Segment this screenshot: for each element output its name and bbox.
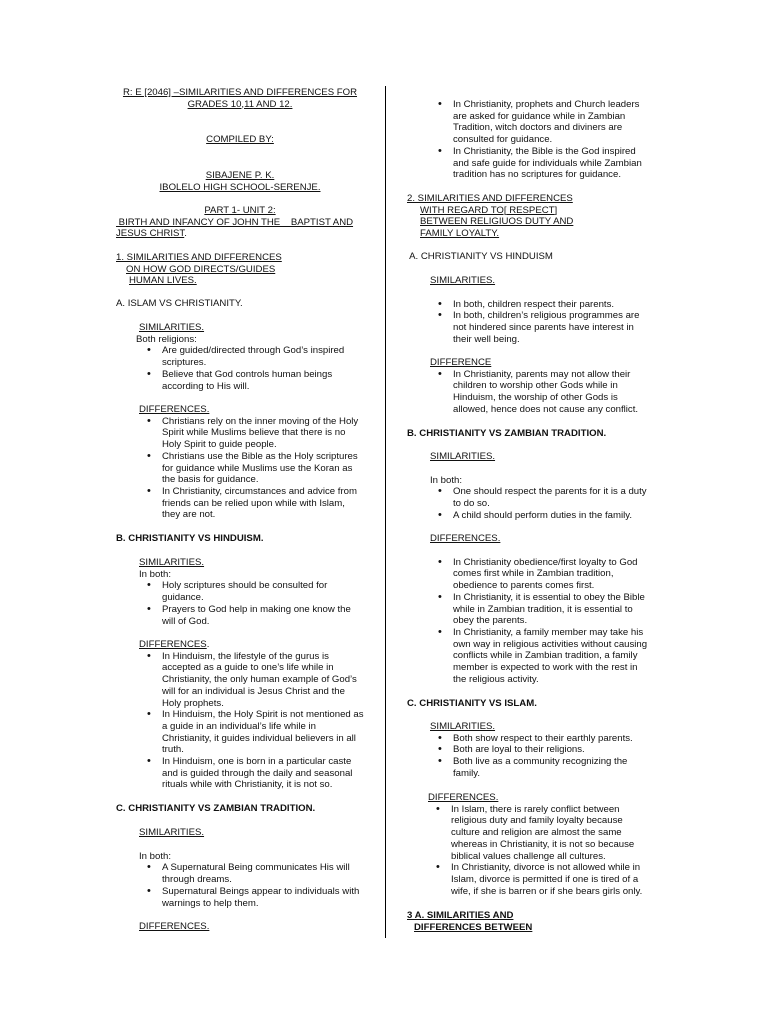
school-name: IBOLELO HIGH SCHOOL-SERENJE. — [159, 181, 321, 193]
differences-heading: DIFFERENCES — [139, 639, 207, 650]
list-item: • In Islam, there is rarely conflict between religious duty and family loyalty because culture and religion are almost the same whereas in Christianity, it is not so because biblical values challenge all cultures. — [428, 804, 649, 863]
section-2-heading — [407, 193, 649, 240]
list-item: • In Christianity, parents may not allow their children to worship other Gods while in Hinduism, the worship of other Gods is allowed, hence does not cause any conflict. — [430, 369, 649, 416]
difference-heading: DIFFERENCE — [430, 357, 492, 368]
list-item: • Both live as a community recognizing the family. — [430, 756, 649, 779]
islam-similarities — [430, 721, 649, 780]
list-item: • Christians use the Bible as the Holy scriptures for guidance while Muslims use the Koran as the basis for guidance. — [139, 451, 364, 486]
list-item: • Christians rely on the inner moving of the Holy Spirit while Muslims believe that there is no Holy Spirit to guide people. — [139, 416, 364, 451]
list-item: • One should respect the parents for it is a duty to do so. — [430, 486, 649, 509]
zambian-differences — [430, 533, 649, 685]
differences-list — [139, 651, 364, 791]
author-block — [116, 170, 364, 193]
list-item: • A child should perform duties in the family. — [430, 510, 649, 522]
islam-similarities — [136, 322, 364, 392]
islam-vs-christianity-heading: A. ISLAM VS CHRISTIANITY. — [116, 298, 243, 309]
hinduism-differences — [430, 357, 649, 416]
differences-list — [430, 99, 649, 181]
list-item: • Supernatural Beings appear to individuals with warnings to help them. — [139, 886, 364, 909]
islam-differences — [428, 792, 649, 897]
differences-heading: DIFFERENCES. — [430, 533, 501, 544]
part-label: PART 1- UNIT 2: — [204, 205, 276, 216]
similarities-heading: SIMILARITIES. — [430, 275, 496, 286]
list-item: • In Hinduism, the Holy Spirit is not mentioned as a guide in an individual’s life while in Christianity, it guides individual believers in all truth. — [139, 709, 364, 756]
zambian-similarities — [139, 827, 364, 909]
section-3-line-1: 3 A. SIMILARITIES AND — [407, 910, 514, 921]
similarities-heading: SIMILARITIES. — [430, 451, 496, 462]
document-title — [116, 87, 364, 110]
similarities-list — [430, 486, 649, 521]
hinduism-differences — [139, 639, 364, 791]
christianity-vs-hinduism-heading: A. CHRISTIANITY VS HINDUISM — [407, 251, 553, 262]
similarities-heading: SIMILARITIES. — [139, 827, 205, 838]
list-item: • Prayers to God help in making one know the will of God. — [139, 604, 364, 627]
similarities-intro: Both religions: — [136, 333, 197, 345]
zambian-similarities — [430, 451, 649, 522]
continued-differences — [430, 99, 649, 181]
christianity-vs-hinduism-heading: B. CHRISTIANITY VS HINDUISM. — [116, 533, 264, 544]
differences-heading-wrap: DIFFERENCES. — [139, 639, 210, 650]
section-2-line-4: FAMILY LOYALTY. — [420, 228, 500, 240]
section-3-line-2: DIFFERENCES BETWEEN — [414, 921, 533, 933]
section-2-line-2: WITH REGARD TO[ RESPECT] — [420, 204, 558, 216]
similarities-list — [430, 299, 649, 346]
list-item: • In Christianity obedience/first loyalty to God comes first while in Zambian tradition, obedience to parents comes first. — [430, 557, 649, 592]
compiled-by: COMPILED BY: — [206, 134, 274, 145]
similarities-list — [139, 345, 364, 392]
similarities-heading: SIMILARITIES. — [139, 557, 205, 568]
similarities-list — [430, 733, 649, 780]
differences-list — [139, 416, 364, 521]
similarities-list — [139, 580, 364, 627]
similarities-intro: In both: — [430, 474, 463, 486]
christianity-vs-zambian-heading: B. CHRISTIANITY VS ZAMBIAN TRADITION. — [407, 428, 607, 439]
list-item: • Both are loyal to their religions. — [430, 744, 649, 756]
section-1-line-2: ON HOW GOD DIRECTS/GUIDES — [126, 263, 276, 275]
list-item: • In Christianity, a family member may take his own way in religious activities without causing conflicts while in Zambian tradition, a family member is expected to work with the rest in the religious activity. — [430, 627, 649, 686]
list-item: • Both show respect to their earthly parents. — [430, 733, 649, 745]
hinduism-similarities — [139, 557, 364, 627]
section-1-line-1: 1. SIMILARITIES AND DIFFERENCES — [116, 252, 282, 263]
section-2-line-1: 2. SIMILARITIES AND DIFFERENCES — [407, 193, 573, 204]
section-1-line-3: HUMAN LIVES. — [129, 275, 197, 287]
list-item: • Holy scriptures should be consulted for guidance. — [139, 580, 364, 603]
hinduism-similarities — [430, 275, 649, 346]
list-item: • In both, children respect their parents. — [430, 299, 649, 311]
similarities-heading: SIMILARITIES. — [430, 721, 496, 732]
list-item: • Are guided/directed through God’s inspired scriptures. — [139, 345, 364, 368]
list-item: • In Christianity, prophets and Church leaders are asked for guidance while in Zambian Tradition, witch doctors and diviners are consulted for guidance. — [430, 99, 649, 146]
title-line-1: R: E [2046] –SIMILARITIES AND DIFFERENCES FOR — [122, 87, 358, 98]
differences-list — [430, 369, 649, 416]
list-item: • In Christianity, the Bible is the God inspired and safe guide for individuals while Zambian tradition has no scriptures for guidance. — [430, 146, 649, 181]
section-2-line-3: BETWEEN RELIGIUOS DUTY AND — [420, 216, 574, 228]
section-3-heading — [407, 910, 649, 933]
list-item: • In Hinduism, one is born in a particular caste and is guided through the daily and seasonal rituals while with Christianity, it is not so. — [139, 756, 364, 791]
section-1-heading — [116, 252, 364, 287]
similarities-intro: In both: — [139, 568, 172, 580]
heading-text: B. CHRISTIANITY VS HINDUISM — [116, 533, 261, 544]
list-item: • Believe that God controls human beings according to His will. — [139, 369, 364, 392]
differences-heading: DIFFERENCES. — [139, 404, 210, 415]
christianity-vs-islam-heading: C. CHRISTIANITY VS ISLAM. — [407, 698, 537, 709]
list-item: • In Christianity, divorce is not allowed while in Islam, divorce is permitted if one is tired of a wife, if she is barren or if she bears girls only. — [428, 862, 649, 897]
differences-list — [430, 557, 649, 686]
list-item: • A Supernatural Being communicates His will through dreams. — [139, 862, 364, 885]
zambian-differences-heading: DIFFERENCES. — [139, 921, 210, 932]
similarities-heading: SIMILARITIES. — [139, 322, 205, 333]
list-item: • In Hinduism, the lifestyle of the gurus is accepted as a guide to one’s life while in Christianity, the only human example of God’s will for an individual is Jesus Christ and the Holy prophets. — [139, 651, 364, 710]
list-item: • In Christianity, it is essential to obey the Bible while in Zambian tradition, it is essential to obey the parents. — [430, 592, 649, 627]
similarities-intro: In both: — [139, 850, 172, 862]
similarities-list — [139, 862, 364, 909]
topic-line-2-wrap: JESUS CHRIST. — [116, 228, 187, 240]
title-line-2: GRADES 10,11 AND 12. — [187, 98, 293, 110]
unit-block — [116, 205, 364, 240]
differences-heading: DIFFERENCES. — [428, 792, 499, 803]
column-divider — [385, 86, 386, 938]
author-name: SIBAJENE P. K. — [205, 170, 275, 181]
islam-differences — [139, 404, 364, 521]
topic-line-2: JESUS CHRIST — [116, 228, 185, 240]
list-item: • In both, children’s religious programmes are not hindered since parents have interest in their well being. — [430, 310, 649, 345]
topic-line-1: BIRTH AND INFANCY OF JOHN THE BAPTIST AND — [116, 216, 354, 228]
heading-text: C. CHRISTIANITY VS ZAMBIAN TRADITION — [116, 803, 313, 814]
differences-list — [428, 804, 649, 898]
list-item: • In Christianity, circumstances and advice from friends can be relied upon while with Islam, they are not. — [139, 486, 364, 521]
christianity-vs-zambian-heading: C. CHRISTIANITY VS ZAMBIAN TRADITION. — [116, 803, 316, 814]
